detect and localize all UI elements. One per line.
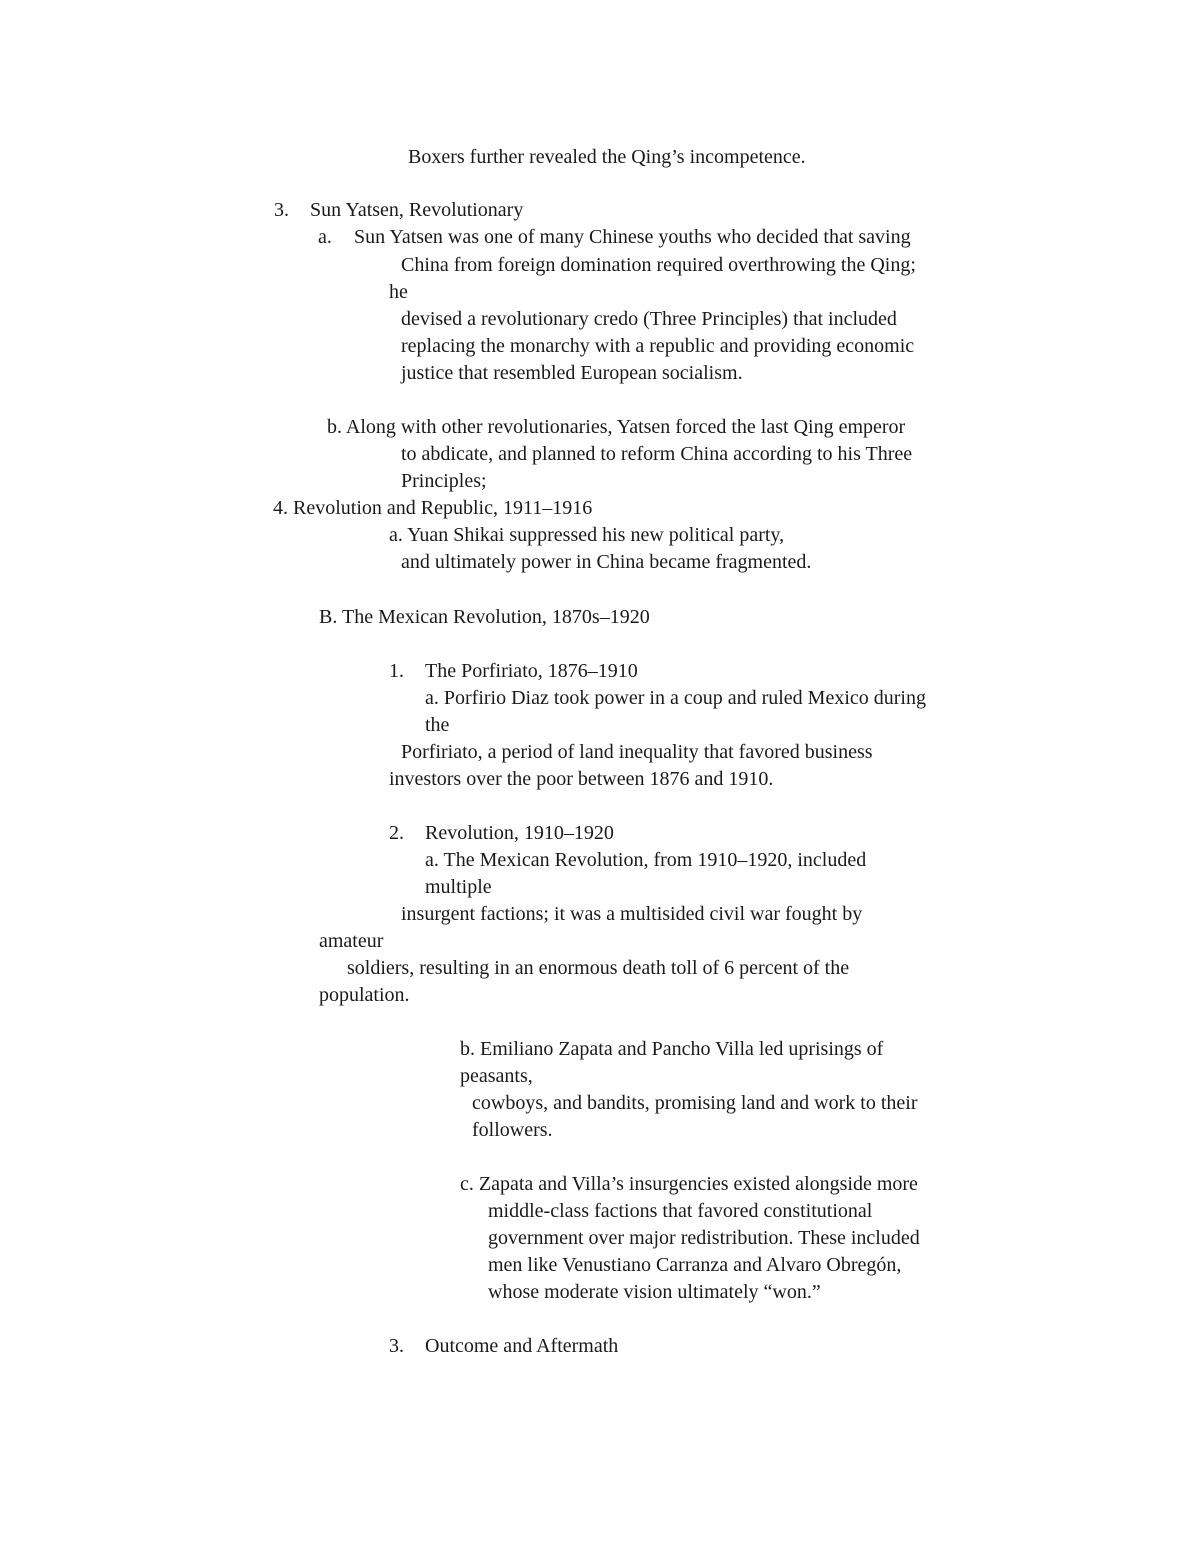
- text-line: a. Yuan Shikai suppressed his new political party,: [389, 524, 785, 546]
- text-line: replacing the monarchy with a republic and providing economic: [401, 335, 915, 357]
- text-line: b. Along with other revolutionaries, Yatsen forced the last Qing emperor: [327, 416, 906, 438]
- text-line: middle-class factions that favored constitutional: [488, 1200, 873, 1222]
- outline-heading: Outcome and Aftermath: [425, 1335, 619, 1357]
- text-line: the: [425, 714, 450, 736]
- text-line: cowboys, and bandits, promising land and work to their: [472, 1092, 918, 1114]
- list-number: 2.: [389, 822, 404, 844]
- text-line: to abdicate, and planned to reform China according to his Three: [401, 443, 913, 465]
- text-line: c. Zapata and Villa’s insurgencies existed alongside more: [460, 1173, 918, 1195]
- text-line: investors over the poor between 1876 and 1910.: [389, 768, 774, 790]
- text-line: soldiers, resulting in an enormous death toll of 6 percent of the: [347, 957, 850, 979]
- text-line: Principles;: [401, 470, 487, 492]
- text-line: followers.: [472, 1119, 553, 1141]
- text-line: multiple: [425, 876, 492, 898]
- text-line: amateur: [319, 930, 384, 952]
- section-heading: B. The Mexican Revolution, 1870s–1920: [319, 606, 650, 628]
- text-line: justice that resembled European socialism.: [401, 362, 743, 384]
- outline-heading: 4. Revolution and Republic, 1911–1916: [273, 497, 593, 519]
- text-line: b. Emiliano Zapata and Pancho Villa led uprisings of: [460, 1038, 884, 1060]
- text-line: and ultimately power in China became fragmented.: [401, 551, 812, 573]
- text-line: whose moderate vision ultimately “won.”: [488, 1281, 821, 1303]
- text-line: he: [389, 281, 408, 303]
- text-line: a. The Mexican Revolution, from 1910–1920, included: [425, 849, 867, 871]
- text-line: a. Porfirio Diaz took power in a coup and ruled Mexico during: [425, 687, 926, 709]
- list-number: 3.: [389, 1335, 404, 1357]
- text-line: China from foreign domination required overthrowing the Qing;: [401, 254, 916, 276]
- text-line: peasants,: [460, 1065, 533, 1087]
- text-line: Boxers further revealed the Qing’s incompetence.: [408, 146, 806, 168]
- text-line: devised a revolutionary credo (Three Principles) that included: [401, 308, 897, 330]
- text-line: men like Venustiano Carranza and Alvaro Obregón,: [488, 1254, 902, 1276]
- text-line: insurgent factions; it was a multisided civil war fought by: [401, 903, 863, 925]
- text-line: government over major redistribution. These included: [488, 1227, 920, 1249]
- outline-heading: Sun Yatsen, Revolutionary: [310, 199, 524, 221]
- list-number: 1.: [389, 660, 404, 682]
- text-line: Porfiriato, a period of land inequality that favored business: [401, 741, 873, 763]
- list-letter: a.: [318, 226, 332, 248]
- outline-heading: Revolution, 1910–1920: [425, 822, 614, 844]
- text-line: Sun Yatsen was one of many Chinese youths who decided that saving: [354, 226, 911, 248]
- list-number: 3.: [274, 199, 289, 221]
- outline-heading: The Porfiriato, 1876–1910: [425, 660, 638, 682]
- text-line: population.: [319, 984, 410, 1006]
